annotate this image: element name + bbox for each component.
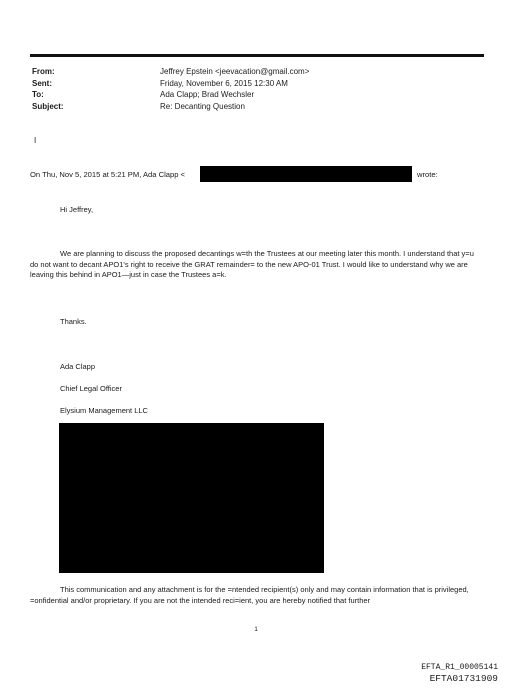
quoted-intro: On Thu, Nov 5, 2015 at 5:21 PM, Ada Clapp <	[30, 170, 185, 179]
signature-company: Elysium Management LLC	[60, 406, 148, 415]
sent-value: Friday, November 6, 2015 12:30 AM	[160, 78, 288, 88]
signature-title: Chief Legal Officer	[60, 384, 122, 393]
thanks-line: Thanks.	[60, 317, 87, 326]
greeting: Hi Jeffrey,	[60, 205, 94, 214]
subject-row	[32, 101, 309, 113]
subject-label: Subject:	[32, 101, 64, 111]
to-value: Ada Clapp; Brad Wechsler	[160, 90, 255, 99]
from-label: From:	[32, 67, 55, 76]
bates-stamp-1: EFTA_R1_00005141	[421, 663, 498, 672]
header-rule	[30, 54, 484, 57]
signature-name: Ada Clapp	[60, 362, 96, 371]
redaction-bar	[200, 166, 412, 182]
subject-value: Re: Decanting Question	[160, 101, 245, 111]
from-value: Jeffrey Epstein <jeevacation@gmail.com>	[160, 67, 310, 76]
bates-stamp-2: EFTA01731909	[429, 673, 498, 684]
to-label: To:	[32, 90, 44, 99]
disclaimer: This communication and any attachment is for the =ntended recipient(s) only and may contain information that is privileged, =onfidential and/or proprietary. If you are not the intended reci=ient, you are hereby notified that further	[30, 585, 469, 605]
email-header	[32, 66, 309, 112]
to-row	[32, 89, 309, 101]
reply-marker: I	[34, 136, 37, 145]
sent-label: Sent:	[32, 78, 52, 88]
page-number: 1	[254, 626, 258, 633]
from-row	[32, 66, 309, 78]
sent-row	[32, 78, 309, 90]
message-body: We are planning to discuss the proposed decantings w=th the Trustees at our meeting later this month. I understand that y=u do not want to decant APO1's right to receive the GRAT remainder= to the new APO-01 Trust. I would like to understand why we are leaving this behind in APO1—just in case the Trustees a=k.	[30, 249, 474, 279]
quoted-wrote: wrote:	[417, 170, 438, 179]
redaction-block	[59, 423, 324, 573]
